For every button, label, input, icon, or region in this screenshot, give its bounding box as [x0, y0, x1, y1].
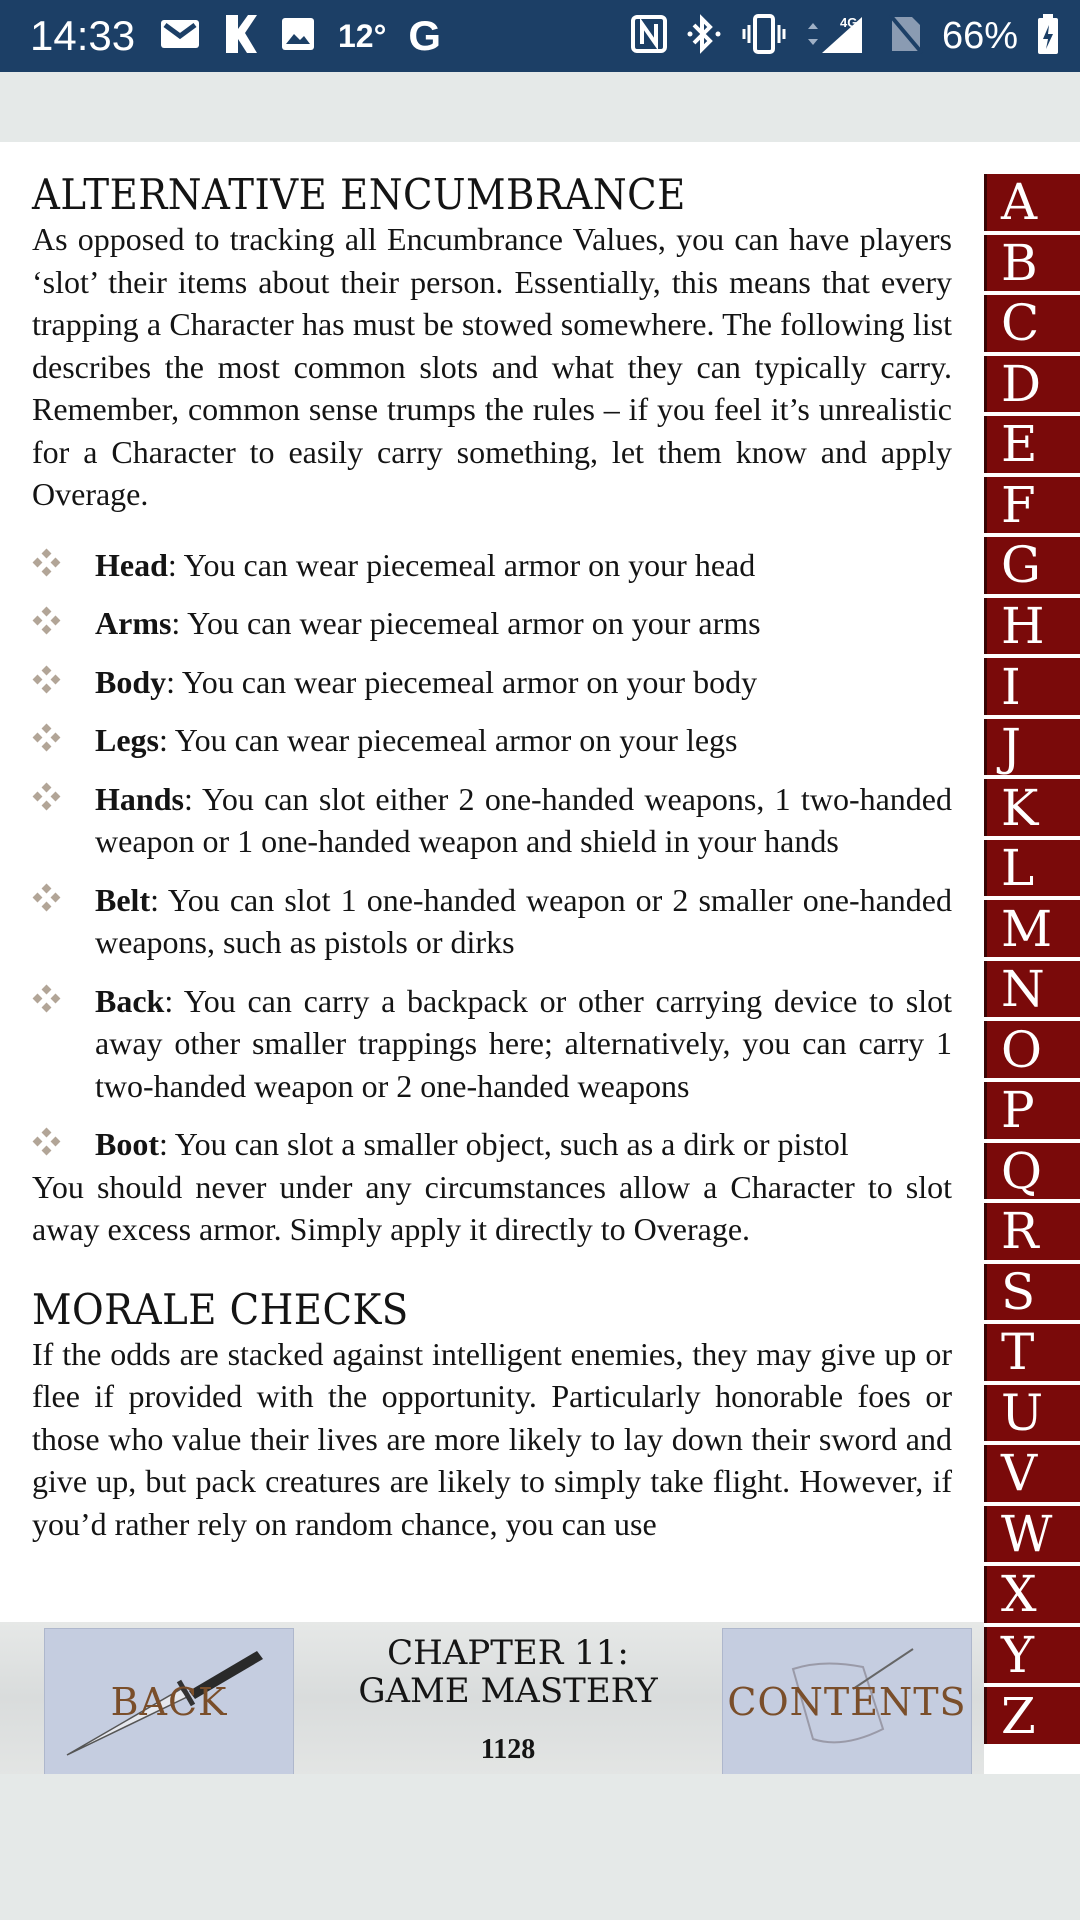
- index-letter-x[interactable]: X: [984, 1566, 1080, 1623]
- index-letter-y[interactable]: Y: [984, 1627, 1080, 1684]
- chapter-footer: [0, 1622, 984, 1774]
- slot-description: : You can wear piecemeal armor on your arms: [171, 605, 761, 641]
- index-letter-w[interactable]: W: [984, 1506, 1080, 1563]
- chapter-heading: [330, 1634, 686, 1710]
- slot-description: : You can wear piecemeal armor on your legs: [159, 722, 738, 758]
- alphabet-index: [984, 174, 1080, 1748]
- index-letter-d[interactable]: D: [984, 356, 1080, 413]
- diamond-bullet-icon: [32, 606, 62, 636]
- status-right-icons: [630, 14, 1060, 58]
- battery-percent: 66%: [941, 14, 1018, 57]
- index-letter-u[interactable]: U: [984, 1385, 1080, 1442]
- list-item: [32, 602, 952, 645]
- diamond-bullet-icon: [32, 665, 62, 695]
- slot-term: Arms: [95, 605, 172, 641]
- index-letter-g[interactable]: G: [984, 537, 1080, 594]
- index-letter-s[interactable]: S: [984, 1264, 1080, 1321]
- index-letter-f[interactable]: F: [984, 477, 1080, 534]
- list-item: [32, 544, 952, 587]
- index-letter-a[interactable]: A: [984, 174, 1080, 231]
- slot-term: Back: [95, 982, 165, 1019]
- index-letter-o[interactable]: O: [984, 1021, 1080, 1078]
- index-letter-k[interactable]: K: [984, 779, 1080, 836]
- index-letter-b[interactable]: B: [984, 235, 1080, 292]
- index-letter-l[interactable]: L: [984, 840, 1080, 897]
- slot-term: Belt: [95, 881, 151, 918]
- status-left-icons: [160, 14, 441, 58]
- diamond-bullet-icon: [32, 984, 62, 1014]
- list-item: [32, 1123, 952, 1166]
- section-title-alternative-encumbrance: ALTERNATIVE ENCUMBRANCE: [32, 170, 686, 219]
- chapter-title: GAME MASTERY: [358, 1671, 658, 1711]
- index-letter-v[interactable]: V: [984, 1445, 1080, 1502]
- list-item: [32, 879, 952, 964]
- gmail-icon: [160, 18, 200, 55]
- battery-icon: [1036, 13, 1060, 60]
- section-outro-paragraph: You should never under any circumstances allow a Character to slot away excess armor. Simply apply it directly to Overage.: [32, 1168, 952, 1247]
- nfc-icon: [630, 14, 668, 59]
- index-letter-t[interactable]: T: [984, 1324, 1080, 1381]
- status-bar: [0, 0, 1080, 72]
- bottom-spacer: [0, 1774, 1080, 1920]
- bluetooth-icon: [686, 13, 724, 60]
- section-intro-paragraph: As opposed to tracking all Encumbrance Values, you can have players ‘slot’ their items about their person. Essentially, this means that every trapping a Character has must be stowed somewhere. The following list describes the most common slots and what they can typically carry. Remember, common sense trumps the rules – if you feel it’s unrealistic for a Character to easily carry something, let them know and apply Overage.: [32, 221, 952, 512]
- diamond-bullet-icon: [32, 883, 62, 913]
- diamond-bullet-icon: [32, 1127, 62, 1157]
- contents-label: CONTENTS: [727, 1680, 967, 1724]
- slot-list: [32, 544, 952, 1166]
- index-letter-h[interactable]: H: [984, 598, 1080, 655]
- section-body-paragraph: If the odds are stacked against intelligent enemies, they may give up or flee if provided with the opportunity. Particularly honorable foes or those who value their lives are more likely to lay down their sword and give up, but pack creatures are likely to simply take flight. However, if you’d rather rely on random chance, you can use: [32, 1335, 952, 1542]
- index-letter-e[interactable]: E: [984, 416, 1080, 473]
- book-page[interactable]: [0, 142, 1080, 1774]
- chapter-number: CHAPTER 11:: [387, 1633, 629, 1673]
- slot-description: : You can slot 1 one-handed weapon or 2 smaller one-handed weapons, such as pistols or dirks: [95, 881, 952, 960]
- slot-term: Boot: [95, 1126, 159, 1162]
- no-sim-icon: [888, 13, 924, 60]
- slot-term: Legs: [95, 722, 159, 758]
- index-letter-p[interactable]: P: [984, 1082, 1080, 1139]
- slot-term: Body: [95, 663, 167, 700]
- signal-icon: [804, 13, 870, 60]
- index-letter-c[interactable]: C: [984, 295, 1080, 352]
- list-item: [32, 661, 952, 704]
- index-letter-q[interactable]: Q: [984, 1143, 1080, 1200]
- slot-description: : You can carry a backpack or other carrying device to slot away other smaller trappings here; alternatively, you can carry 1 two-handed weapon or 2 one-handed weapons: [95, 982, 952, 1104]
- list-item: [32, 980, 952, 1108]
- slot-term: Head: [95, 546, 168, 583]
- section-title-morale-checks: MORALE CHECKS: [32, 1284, 409, 1334]
- k-app-icon: [222, 13, 258, 60]
- diamond-bullet-icon: [32, 723, 62, 753]
- back-button[interactable]: [44, 1628, 294, 1776]
- slot-description: : You can wear piecemeal armor on your head: [167, 546, 756, 583]
- index-letter-m[interactable]: M: [984, 900, 1080, 957]
- index-letter-i[interactable]: I: [984, 658, 1080, 715]
- toolbar-spacer: [0, 72, 1080, 142]
- google-icon: G: [408, 12, 442, 59]
- list-item: [32, 719, 952, 762]
- page-number: 1128: [480, 1734, 536, 1765]
- index-letter-z[interactable]: Z: [984, 1687, 1080, 1744]
- page-content: [32, 172, 952, 1545]
- slot-term: Hands: [95, 780, 184, 817]
- list-item: [32, 778, 952, 863]
- index-letter-r[interactable]: R: [984, 1203, 1080, 1260]
- slot-description: : You can slot either 2 one-handed weapons, 1 two-handed weapon or 1 one-handed weapon and shield in your hands: [95, 780, 952, 859]
- index-letter-n[interactable]: N: [984, 961, 1080, 1018]
- weather-temperature: 12°: [338, 17, 387, 54]
- index-letter-j[interactable]: J: [984, 719, 1080, 776]
- contents-button[interactable]: [722, 1628, 972, 1776]
- vibrate-icon: [742, 13, 786, 60]
- slot-description: : You can wear piecemeal armor on your body: [166, 663, 758, 700]
- image-icon: [280, 16, 316, 57]
- diamond-bullet-icon: [32, 548, 62, 578]
- status-time: 14:33: [30, 12, 136, 59]
- back-label: BACK: [110, 1680, 228, 1724]
- svg-text:4G: 4G: [839, 14, 858, 30]
- slot-description: : You can slot a smaller object, such as a dirk or pistol: [159, 1126, 849, 1162]
- diamond-bullet-icon: [32, 782, 62, 812]
- section-morale-checks: [32, 1284, 952, 1546]
